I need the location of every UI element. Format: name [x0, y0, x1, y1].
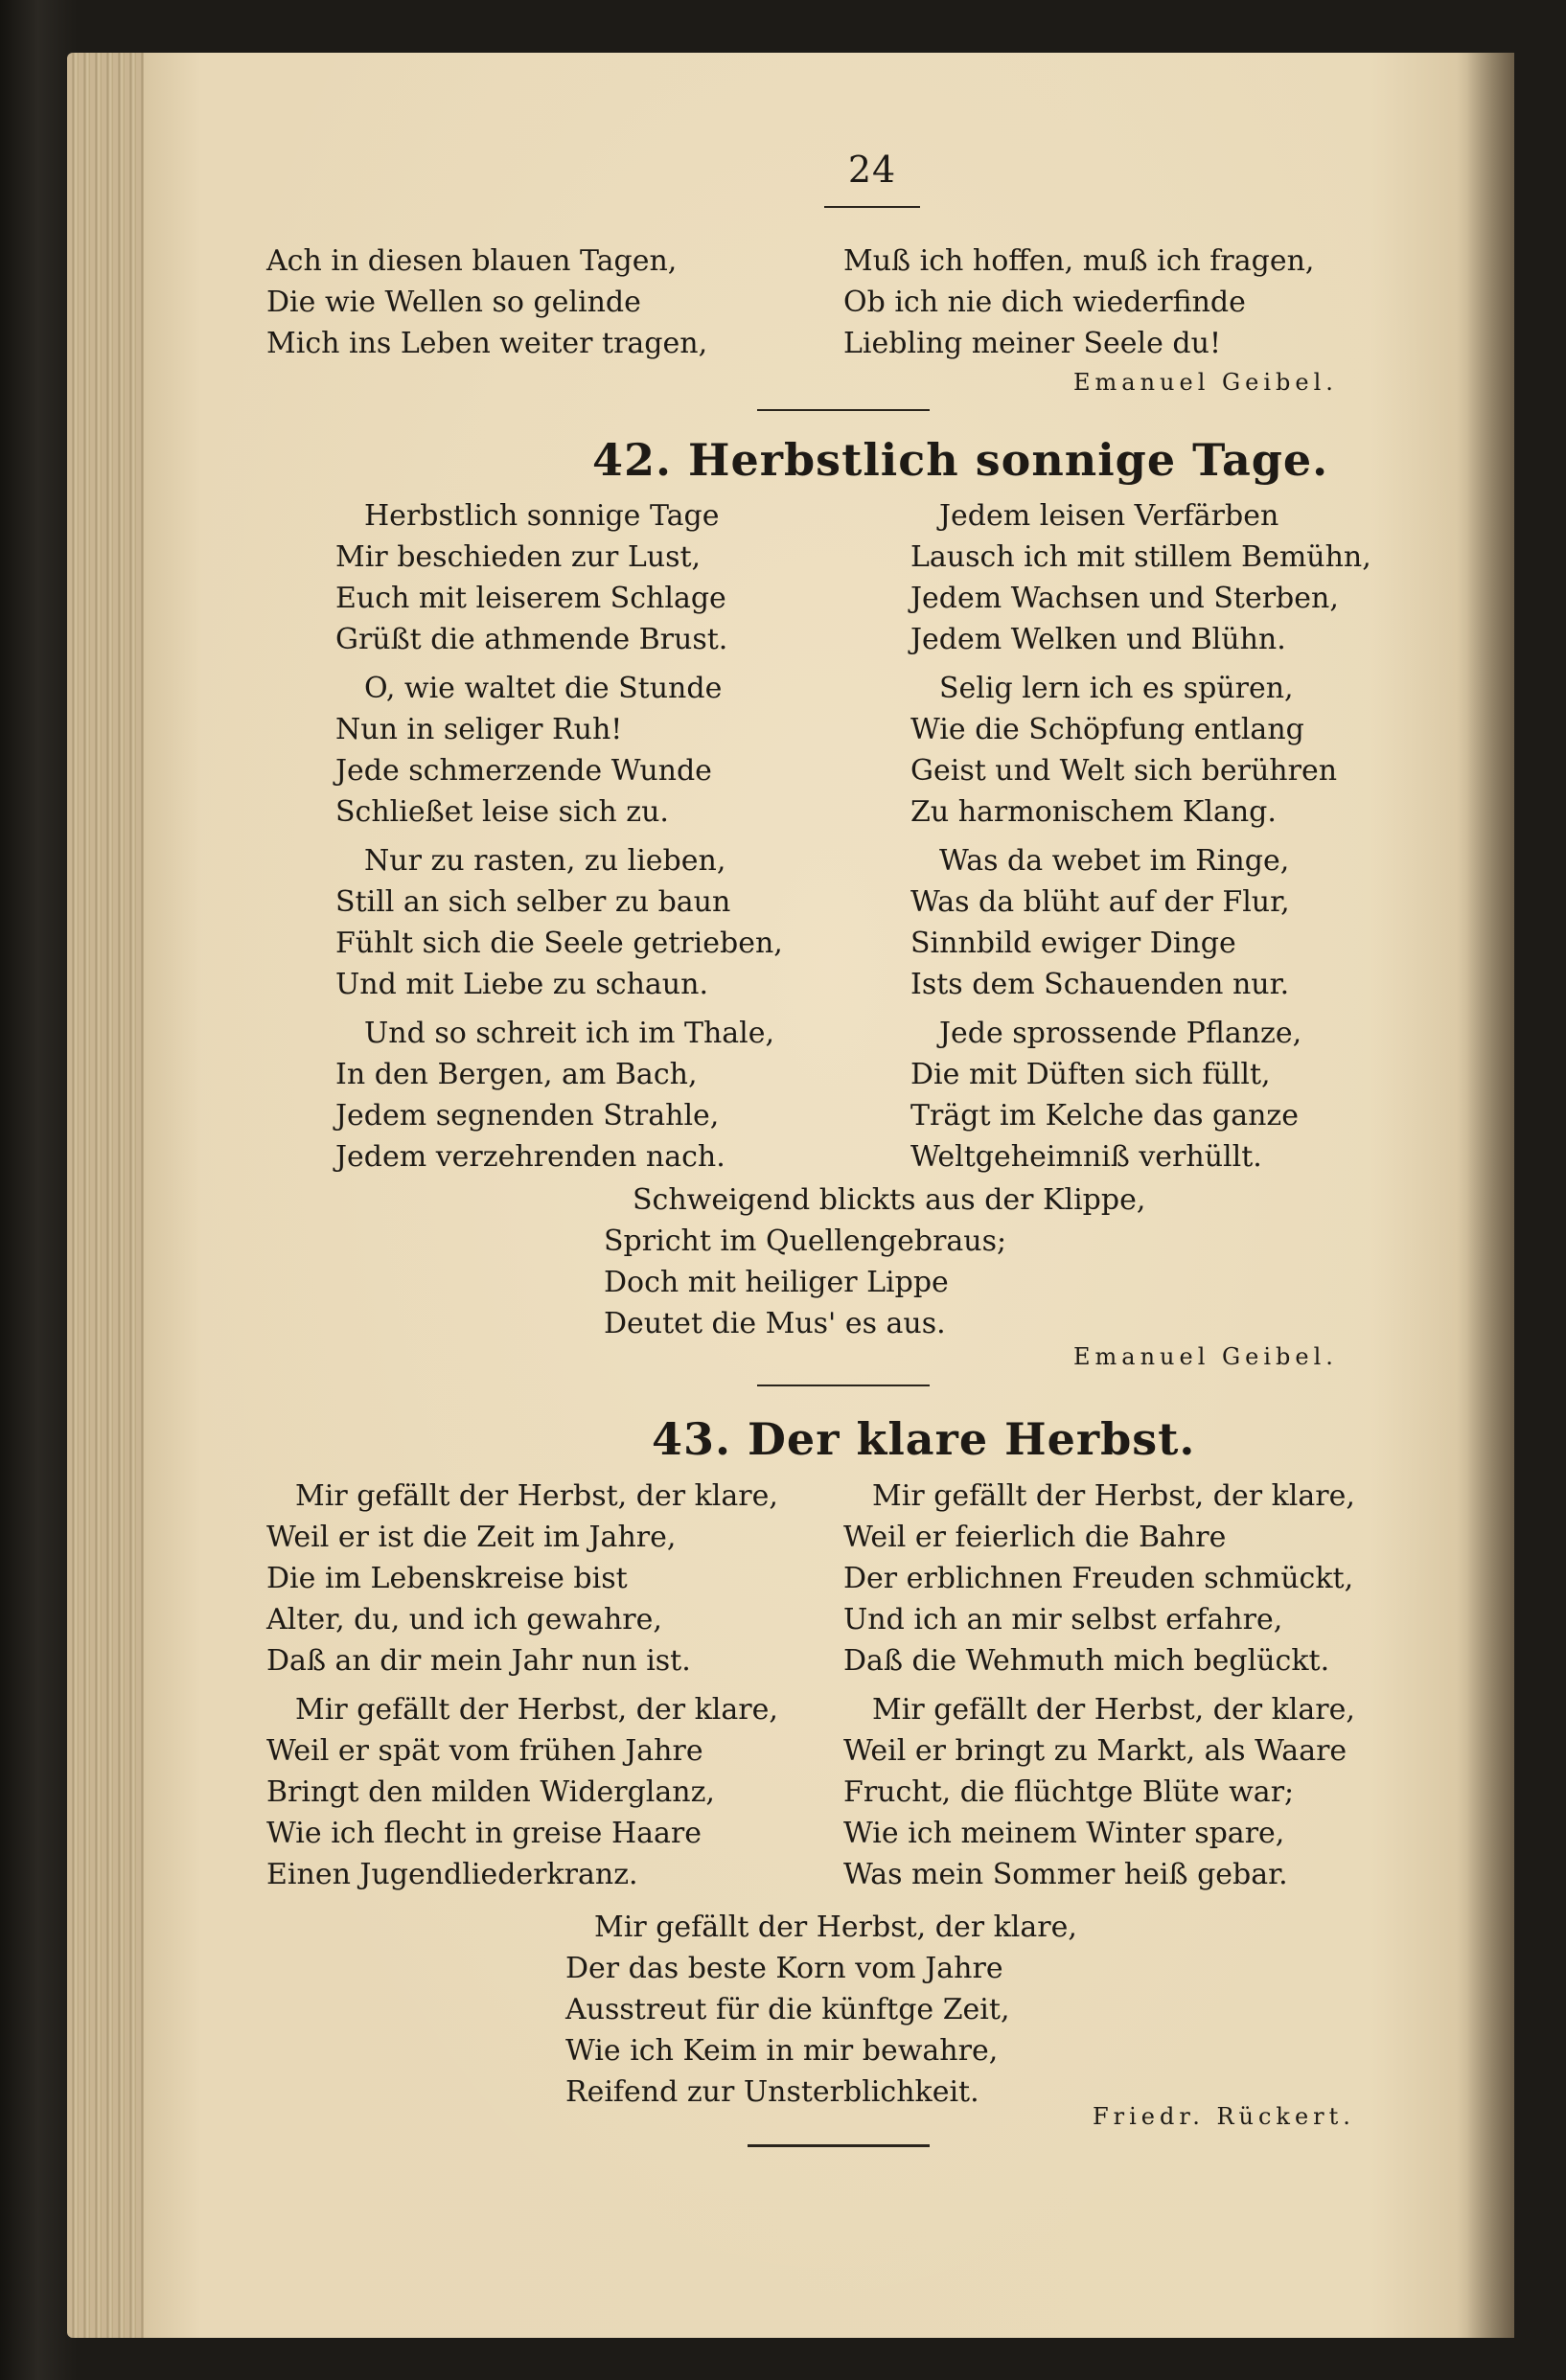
verse-line: Und so schreit ich im Thale, — [364, 1017, 775, 1050]
verse-line: Weltgeheimniß verhüllt. — [910, 1140, 1262, 1174]
verse-line: Der erblichnen Freuden schmückt, — [843, 1562, 1354, 1595]
verse-line: Mir gefällt der Herbst, der klare, — [295, 1479, 778, 1513]
verse-line: Jedem Wachsen und Sterben, — [910, 582, 1339, 615]
verse-line: Zu harmonischem Klang. — [910, 795, 1277, 829]
verse-line: Grüßt die athmende Brust. — [335, 623, 728, 656]
verse-line: Mir gefällt der Herbst, der klare, — [872, 1479, 1355, 1513]
verse-line: Mir beschieden zur Lust, — [335, 540, 702, 574]
poem-title: 43. Der klare Herbst. — [652, 1413, 1196, 1465]
verse-line: Mir gefällt der Herbst, der klare, — [594, 1911, 1077, 1944]
stanza — [910, 840, 1290, 1005]
stanza — [843, 1476, 1355, 1682]
book-page — [144, 53, 1514, 2338]
verse-line: Weil er ist die Zeit im Jahre, — [266, 1521, 677, 1554]
stanza — [335, 495, 727, 660]
verse-line: Ists dem Schauenden nur. — [910, 968, 1290, 1001]
author-attribution: Emanuel Geibel. — [1073, 369, 1338, 396]
author-attribution: Emanuel Geibel. — [1073, 1343, 1338, 1370]
page-number: 24 — [847, 149, 897, 191]
verse-line: Fühlt sich die Seele getrieben, — [335, 927, 783, 960]
verse-line: Der das beste Korn vom Jahre — [565, 1952, 1003, 1985]
verse-line: Die mit Düften sich füllt, — [910, 1058, 1271, 1091]
page-number-rule — [824, 206, 920, 208]
gutter-shadow — [1457, 53, 1514, 2338]
verse-line: Wie ich meinem Winter spare, — [843, 1817, 1285, 1850]
section-divider — [748, 2144, 930, 2147]
verse-line: Selig lern ich es spüren, — [939, 672, 1294, 705]
verse-line: Jede schmerzende Wunde — [335, 754, 712, 788]
top-poem-left — [266, 240, 707, 364]
verse-line: Was da blüht auf der Flur, — [910, 885, 1290, 919]
verse-line: Jedem segnenden Strahle, — [335, 1099, 720, 1133]
verse-line: Nur zu rasten, zu lieben, — [364, 844, 726, 878]
stanza — [843, 1689, 1355, 1895]
verse-line: Weil er bringt zu Markt, als Waare — [843, 1734, 1347, 1768]
verse-line: Schweigend blickts aus der Klippe, — [633, 1183, 1146, 1217]
verse-line: Trägt im Kelche das ganze — [910, 1099, 1299, 1133]
verse-line: Ausstreut für die künftge Zeit, — [565, 1993, 1010, 2026]
verse-line: Jedem leisen Verfärben — [939, 499, 1279, 533]
verse-line: Still an sich selber zu baun — [335, 885, 731, 919]
verse-line: Liebling meiner Seele du! — [843, 327, 1221, 360]
verse-line: Mir gefällt der Herbst, der klare, — [872, 1693, 1355, 1727]
stanza — [266, 1689, 778, 1895]
verse-line: Lausch ich mit stillem Bemühn, — [910, 540, 1371, 574]
verse-line: Weil er spät vom frühen Jahre — [266, 1734, 703, 1768]
verse-line: O, wie waltet die Stunde — [364, 672, 723, 705]
stanza — [910, 495, 1371, 660]
section-divider — [757, 409, 930, 411]
verse-line: Doch mit heiliger Lippe — [604, 1266, 949, 1299]
verse-line: Ob ich nie dich wiederfinde — [843, 286, 1246, 319]
verse-line: In den Bergen, am Bach, — [335, 1058, 698, 1091]
verse-line: Nun in seliger Ruh! — [335, 713, 623, 746]
verse-line: Jedem Welken und Blühn. — [910, 623, 1286, 656]
verse-line: Jede sprossende Pflanze, — [939, 1017, 1302, 1050]
verse-line: Reifend zur Unsterblichkeit. — [565, 2075, 979, 2109]
stanza — [910, 1013, 1301, 1178]
verse-line: Frucht, die flüchtge Blüte war; — [843, 1775, 1295, 1809]
verse-line: Euch mit leiserem Schlage — [335, 582, 726, 615]
stanza — [335, 840, 783, 1005]
verse-line: Schließet leise sich zu. — [335, 795, 669, 829]
verse-line: Einen Jugendliederkranz. — [266, 1858, 638, 1891]
verse-line: Die im Lebenskreise bist — [266, 1562, 628, 1595]
verse-line: Weil er feierlich die Bahre — [843, 1521, 1227, 1554]
top-poem-right — [843, 240, 1314, 364]
verse-line: Muß ich hoffen, muß ich fragen, — [843, 244, 1315, 278]
verse-line: Jedem verzehrenden nach. — [335, 1140, 725, 1174]
verse-line: Was mein Sommer heiß gebar. — [843, 1858, 1288, 1891]
verse-line: Daß an dir mein Jahr nun ist. — [266, 1644, 691, 1678]
stanza — [910, 668, 1337, 833]
verse-line: Bringt den milden Widerglanz, — [266, 1775, 715, 1809]
stanza — [335, 1013, 774, 1178]
stanza — [335, 668, 722, 833]
verse-line: Und ich an mir selbst erfahre, — [843, 1603, 1283, 1636]
section-divider — [757, 1385, 930, 1386]
verse-line: Alter, du, und ich gewahre, — [266, 1603, 662, 1636]
stanza — [565, 1907, 1077, 2113]
verse-line: Mich ins Leben weiter tragen, — [266, 327, 708, 360]
verse-line: Wie ich Keim in mir bewahre, — [565, 2034, 999, 2068]
verse-line: Ach in diesen blauen Tagen, — [266, 244, 678, 278]
stanza — [266, 1476, 778, 1682]
stanza — [604, 1179, 1145, 1344]
verse-line: Was da webet im Ringe, — [939, 844, 1290, 878]
verse-line: Sinnbild ewiger Dinge — [910, 927, 1236, 960]
author-attribution: Friedr. Rückert. — [1093, 2103, 1355, 2130]
poem-title: 42. Herbstlich sonnige Tage. — [592, 434, 1329, 486]
verse-line: Mir gefällt der Herbst, der klare, — [295, 1693, 778, 1727]
verse-line: Und mit Liebe zu schaun. — [335, 968, 708, 1001]
verse-line: Wie ich flecht in greise Haare — [266, 1817, 702, 1850]
verse-line: Die wie Wellen so gelinde — [266, 286, 641, 319]
verse-line: Deutet die Mus' es aus. — [604, 1307, 946, 1340]
verse-line: Daß die Wehmuth mich beglückt. — [843, 1644, 1330, 1678]
verse-line: Spricht im Quellengebraus; — [604, 1224, 1007, 1258]
verse-line: Geist und Welt sich berühren — [910, 754, 1338, 788]
verse-line: Herbstlich sonnige Tage — [364, 499, 720, 533]
verse-line: Wie die Schöpfung entlang — [910, 713, 1304, 746]
